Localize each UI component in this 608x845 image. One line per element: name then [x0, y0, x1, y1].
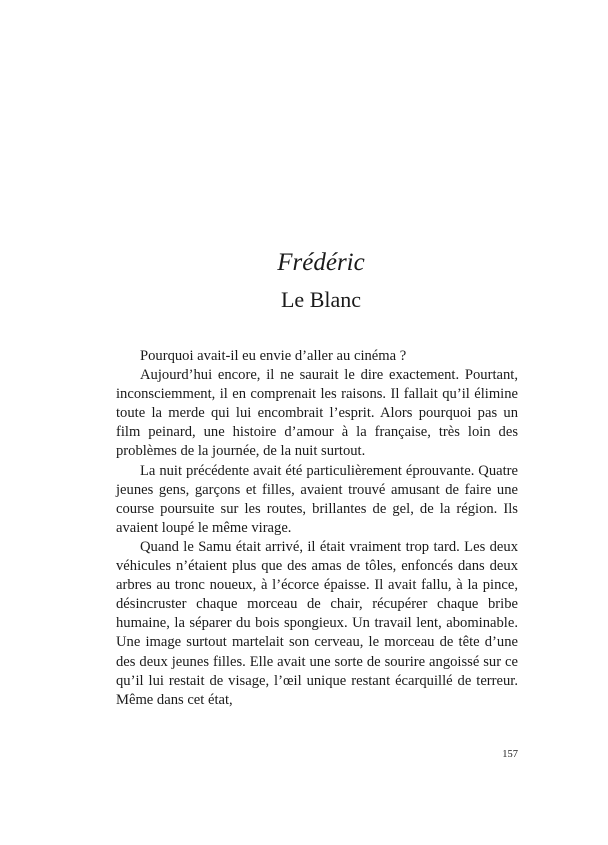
- chapter-heading: [0, 248, 608, 314]
- page-number: 157: [502, 749, 518, 760]
- paragraph: Aujourd’hui encore, il ne saurait le dire exactement. Pourtant, inconsciemment, il en comprenait les raisons. Il fallait qu’il élimine toute la merde qui lui encombrait l’esprit. Alors pourquoi pas un film peinard, une histoire d’amour à la française, très loin des problèmes de la journée, de la nuit surtout.: [116, 367, 518, 460]
- chapter-title-first-name: Frédéric: [277, 249, 365, 276]
- paragraph: Quand le Samu était arrivé, il était vraiment trop tard. Les deux véhicules n’étaient plus que des amas de tôles, enfoncés dans deux arbres au tronc noueux, à l’écorce épaisse. Il avait fallu, à la pince, désincruster chaque morceau de chair, récupérer chaque bribe humaine, la séparer du bois spongieux. Un travail lent, abominable. Une image surtout martelait son cerveau, le morceau de tête d’une des deux jeunes filles. Elle avait une sorte de sourire angoissé sur ce qu’il lui restait de visage, l’œil unique restant écarquillé de terreur. Même dans cet état,: [116, 538, 518, 708]
- paragraph: La nuit précédente avait été particulièrement éprouvante. Quatre jeunes gens, garçons et filles, avaient trouvé amusant de faire une course poursuite sur les routes, brillantes de gel, de la région. Ils avaient loupé le même virage.: [116, 462, 518, 536]
- paragraph: Pourquoi avait-il eu envie d’aller au cinéma ?: [140, 348, 407, 364]
- chapter-title-last-name: Le Blanc: [280, 287, 362, 312]
- body-text: [116, 347, 518, 710]
